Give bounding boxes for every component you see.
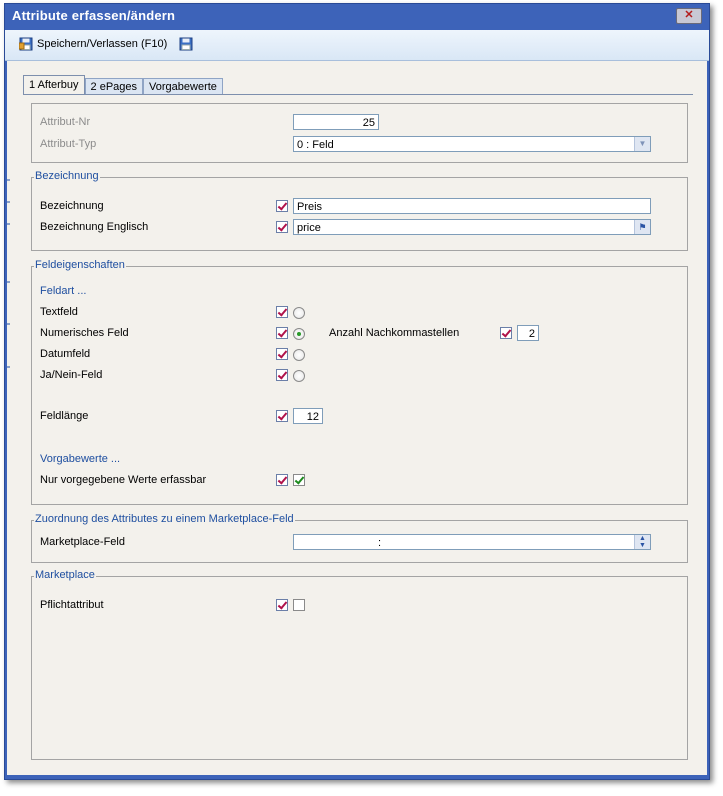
edge-marker (7, 201, 10, 203)
floppy-disk-exit-icon (19, 37, 33, 51)
edge-marker (7, 223, 10, 225)
edit-check-icon (276, 327, 288, 339)
marketplace-feld-value: : (378, 537, 382, 549)
tab-strip (23, 75, 223, 94)
bezeichnung-label: Bezeichnung (40, 200, 104, 212)
dialog-window (4, 3, 710, 780)
edit-check-icon (276, 369, 288, 381)
tab-panel-afterbuy (23, 94, 693, 765)
edge-marker (7, 366, 10, 368)
tab-vorgabewerte[interactable]: Vorgabewerte (143, 78, 223, 95)
datum-label: Datumfeld (40, 348, 91, 360)
dialog-content (7, 61, 707, 775)
bezeichnung-group (31, 170, 688, 251)
marketplace-feld-label: Marketplace-Feld (40, 536, 125, 548)
feldlaenge-field[interactable]: 12 (293, 408, 323, 424)
nachkomma-field[interactable]: 2 (517, 325, 539, 341)
attribut-typ-select[interactable] (293, 136, 651, 152)
janein-label: Ja/Nein-Feld (40, 369, 103, 381)
attribut-typ-value: 0 : Feld (297, 139, 334, 151)
floppy-disk-icon (179, 37, 193, 51)
nur-vorgegeben-label: Nur vorgegebene Werte erfassbar (40, 474, 207, 486)
feldlaenge-label: Feldlänge (40, 410, 89, 422)
numerisch-radio[interactable] (293, 328, 305, 340)
window-title: Attribute erfassen/ändern (12, 8, 176, 23)
datum-radio[interactable] (293, 349, 305, 361)
feldeigenschaften-legend: Feldeigenschaften (35, 259, 125, 271)
tab-afterbuy[interactable]: 1 Afterbuy (23, 75, 85, 95)
edit-check-icon (276, 200, 288, 212)
edit-check-icon (276, 599, 288, 611)
attribut-nr-label: Attribut-Nr (40, 116, 91, 128)
bezeichnung-field[interactable]: Preis (293, 198, 651, 214)
zuordnung-legend: Zuordnung des Attributes zu einem Marketplace-Feld (35, 513, 294, 525)
marketplace-group (31, 569, 688, 760)
edge-marker (7, 323, 10, 325)
edge-marker (7, 281, 10, 283)
zuordnung-group (31, 513, 688, 563)
edit-check-icon (276, 221, 288, 233)
save-exit-button[interactable] (19, 37, 167, 51)
nur-vorgegeben-checkbox[interactable] (293, 474, 305, 486)
close-button[interactable] (676, 8, 702, 24)
chevron-down-icon[interactable]: ▼ (634, 137, 650, 151)
save-exit-label: Speichern/Verlassen (F10) (37, 38, 168, 50)
toolbar (5, 30, 709, 61)
edit-check-icon (276, 306, 288, 318)
flag-icon[interactable]: ⚑ (634, 220, 650, 234)
edge-marker (7, 179, 10, 181)
pflichtattribut-label: Pflichtattribut (40, 599, 104, 611)
vorgabewerte-heading: Vorgabewerte ... (40, 453, 121, 465)
textfeld-label: Textfeld (40, 306, 78, 318)
marketplace-legend: Marketplace (35, 569, 95, 581)
general-group (31, 103, 688, 163)
bezeichnung-englisch-label: Bezeichnung Englisch (40, 221, 149, 233)
edit-check-icon (276, 348, 288, 360)
numerisch-label: Numerisches Feld (40, 327, 129, 339)
textfeld-radio[interactable] (293, 307, 305, 319)
pflichtattribut-checkbox[interactable] (293, 599, 305, 611)
marketplace-feld-select[interactable] (293, 534, 651, 550)
edit-check-icon (276, 410, 288, 422)
attribut-nr-field[interactable]: 25 (293, 114, 379, 130)
close-icon: ✕ (684, 9, 694, 21)
bezeichnung-legend: Bezeichnung (35, 170, 99, 182)
save-button[interactable] (179, 37, 193, 51)
edit-check-icon (276, 474, 288, 486)
nachkomma-label: Anzahl Nachkommastellen (329, 327, 460, 339)
janein-radio[interactable] (293, 370, 305, 382)
edit-check-icon (500, 327, 512, 339)
tab-epages[interactable]: 2 ePages (85, 78, 143, 95)
feldeigenschaften-group (31, 259, 688, 505)
bezeichnung-englisch-field[interactable] (293, 219, 651, 235)
title-bar[interactable] (5, 4, 709, 28)
feldart-heading: Feldart ... (40, 285, 87, 297)
spinner-icon[interactable]: ▲ ▼ (634, 535, 650, 549)
attribut-typ-label: Attribut-Typ (40, 138, 97, 150)
bezeichnung-englisch-value: price (297, 222, 321, 234)
